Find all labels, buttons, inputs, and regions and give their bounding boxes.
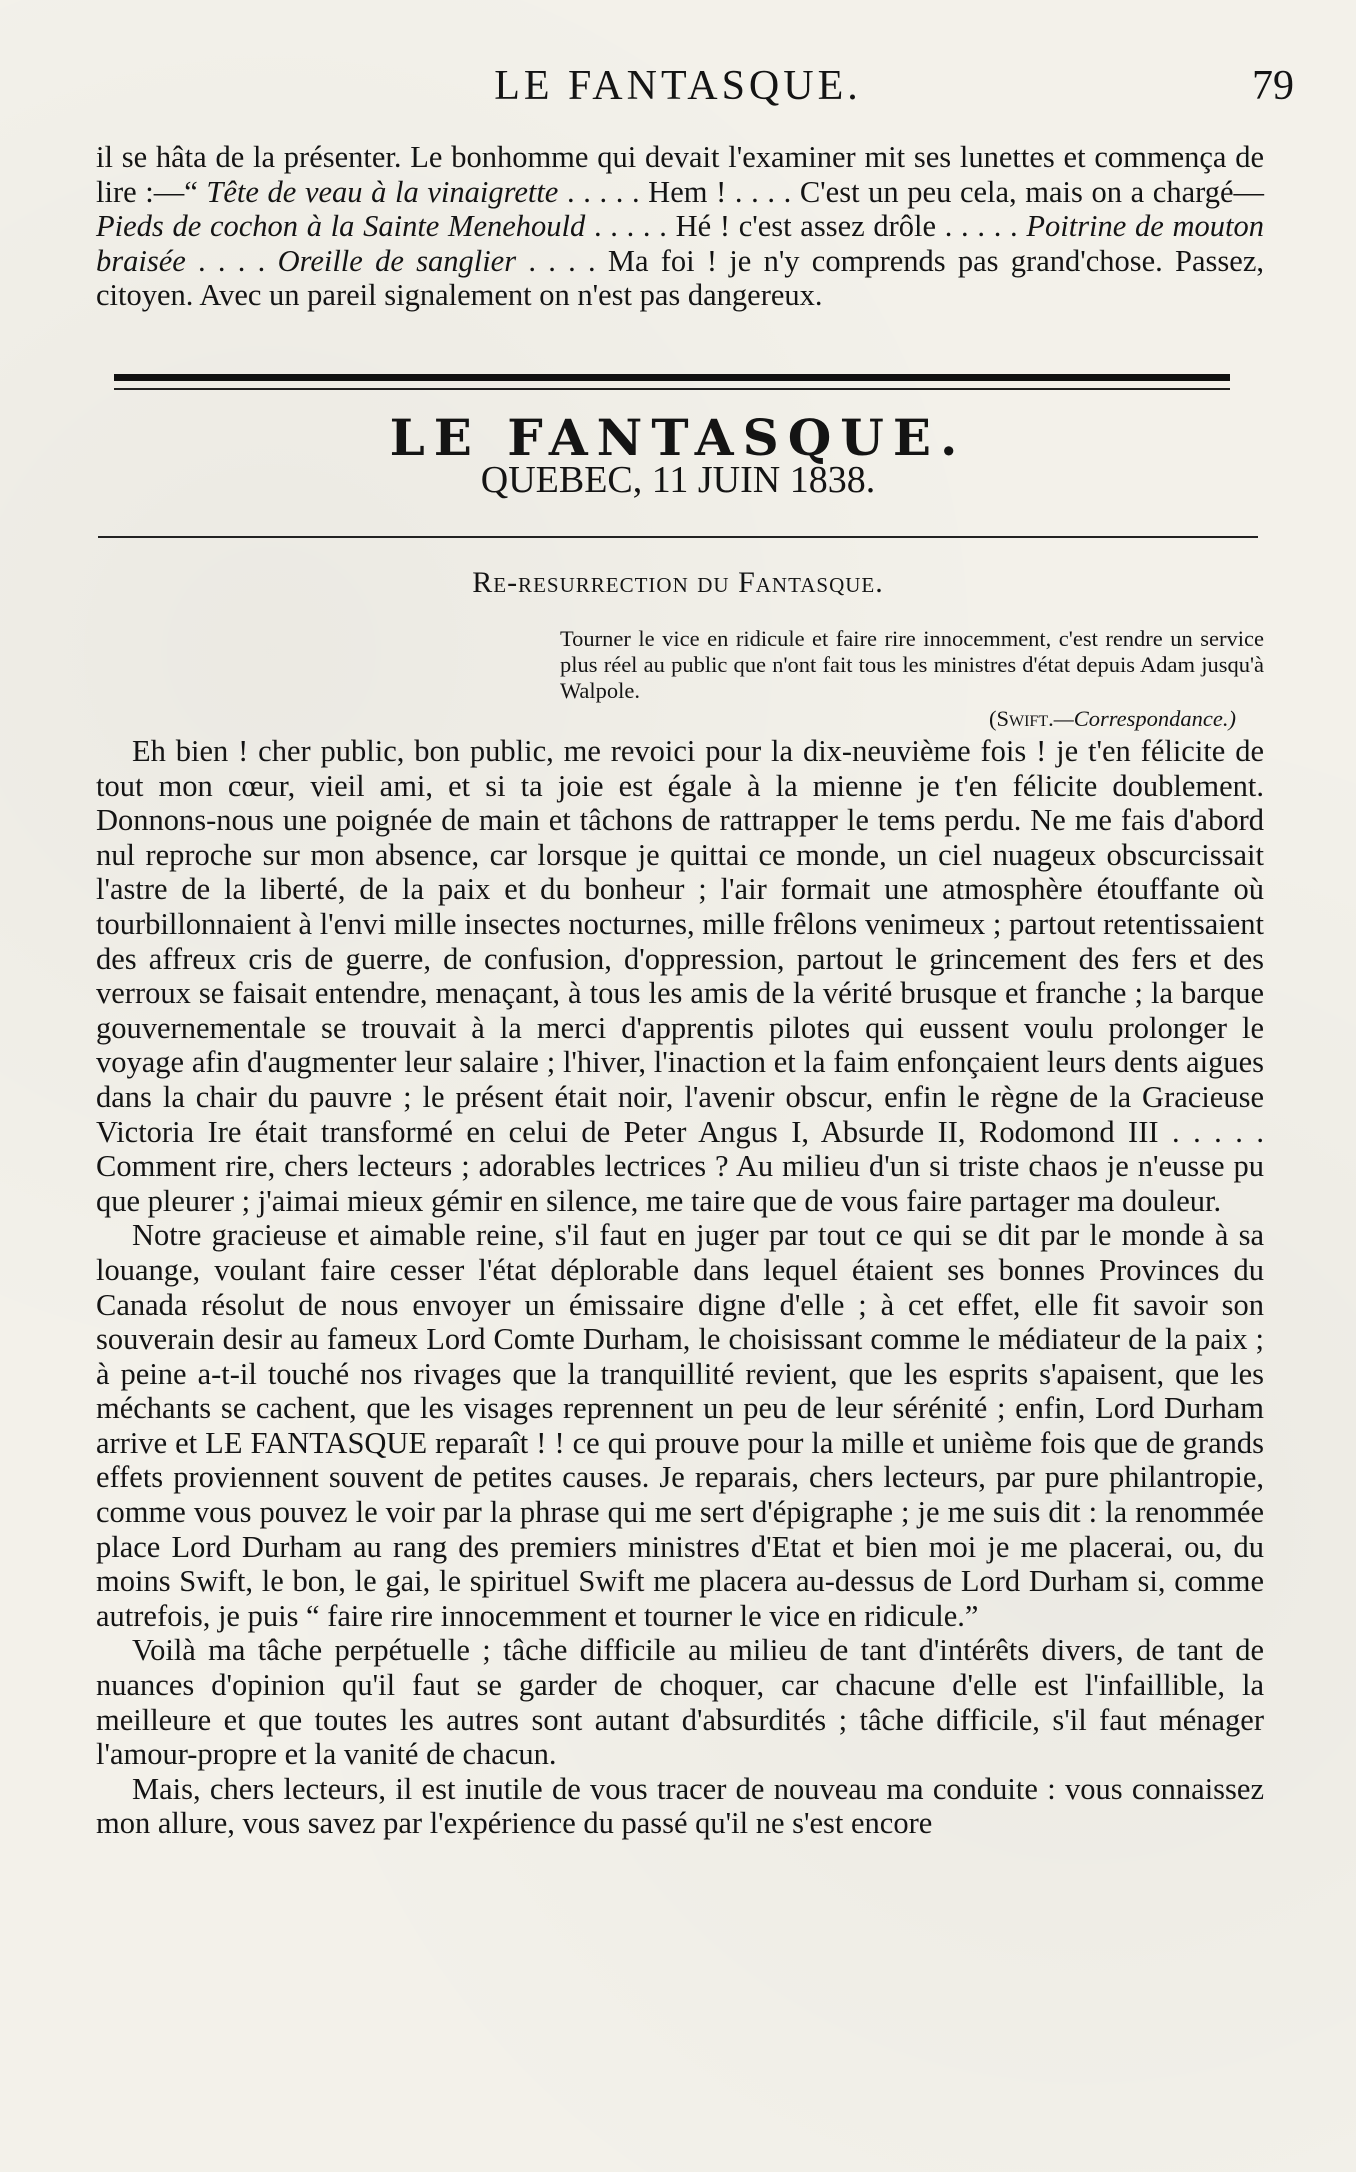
epigraph-author: (Swift.: [988, 706, 1054, 731]
section-rule-thin: [114, 388, 1230, 390]
continuation-italic-1: Tête de veau à la vinaigrette: [206, 174, 559, 209]
running-head-title: LE FANTASQUE.: [494, 63, 862, 109]
body-paragraph: Voilà ma tâche perpétuelle ; tâche difficile au milieu de tant d'intérêts divers, de tant de nuances d'opinion qu'il faut se garder de choquer, car chacune d'elle est l'infaillible, la meilleure et que toutes les autres sont autant d'absurdités ; tâche difficile, s'il faut ménager l'amour-propre et la vanité de chacun.: [96, 1633, 1264, 1772]
continuation-italic-2: Pieds de cochon à la Sainte Menehould: [96, 209, 586, 244]
continuation-italic-3: Poitrine de mouton braisée: [96, 209, 1265, 278]
section-rule-thick: [114, 374, 1230, 381]
article-title: Re-resurrection du Fantasque.: [472, 566, 884, 599]
continuation-text-1: il se hâta de la présenter. Le bonhomme qui devait l'examiner mit ses lunettes et commença de lire :—“: [96, 140, 1264, 209]
body-paragraph: Mais, chers lecteurs, il est inutile de vous tracer de nouveau ma conduite : vous connaissez mon allure, vous savez par l'expérience du passé qu'il ne s'est encore: [96, 1771, 1264, 1841]
masthead-title: LE FANTASQUE.: [389, 408, 967, 467]
epigraph-source: [989, 706, 1236, 732]
masthead-rule: [98, 536, 1258, 538]
continuation-paragraph: [96, 140, 1264, 350]
body-paragraph: Eh bien ! cher public, bon public, me revoici pour la dix-neuvième fois ! je t'en félicite de tout mon cœur, vieil ami, et si ta joie est égale à la mienne je t'en félicite doublement. Donnons-nous une poignée de main et tâchons de rattrapper le tems perdu. Ne me fais d'abord nul reproche sur mon absence, car lorsque je quittai ce monde, un ciel nuageux obscurcissait l'astre de la liberté, de la paix et du bonheur ; l'air formait une atmosphère étouffante où tourbillonnaient à l'envi mille insectes nocturnes, mille frêlons venimeux ; partout retentissaient des affreux cris de guerre, de confusion, d'oppression, partout le grincement des fers et des verroux se faisait entendre, menaçant, à tous les amis de la vérité brusque et franche ; la barque gouvernementale se trouvait à la merci d'apprentis pilotes qui eussent voulu prolonger le voyage afin d'augmenter leur salaire ; l'hiver, l'inaction et la faim enfonçaient leurs dents aigues dans la chair du pauvre ; le présent était noir, l'avenir obscur, enfin le règne de la Gracieuse Victoria Ire était transformé en celui de Peter Angus I, Absurde II, Rodomond III . . . . . Comment rire, chers lecteurs ; adorables lectrices ? Au milieu d'un si triste chaos je n'eusse pu que pleurer ; j'aimai mieux gémir en silence, me taire que de vous faire partager ma douleur.: [96, 734, 1264, 1218]
article-body: [96, 734, 1264, 2114]
body-paragraph: Notre gracieuse et aimable reine, s'il faut en juger par tout ce qui se dit par le monde à sa louange, voulant faire cesser l'état déplorable dans lequel étaient ses bonnes Provinces du Canada résolut de nous envoyer un émissaire digne d'elle ; à cet effet, elle fit savoir son souverain desir au fameux Lord Comte Durham, le choisissant comme le médiateur de la paix ; à peine a-t-il touché nos rivages que la tranquillité revient, que les esprits s'apaisent, que les méchants se cachent, que les visages reprennent un peu de leur sérénité ; enfin, Lord Durham arrive et LE FANTASQUE reparaît ! ! ce qui prouve pour la mille et unième fois que de grands effets proviennent souvent de petites causes. Je reparais, chers lecteurs, par pure philantropie, comme vous pouvez le voir par la phrase qui me sert d'épigraphe ; je me suis dit : la renommée place Lord Durham au rang des premiers ministres d'Etat et bien moi je me placerai, ou, du moins Swift, le bon, le gai, le spirituel Swift me placera au-dessus de Lord Durham si, comme autrefois, je puis “ faire rire innocemment et tourner le vice en ridicule.”: [96, 1218, 1264, 1633]
continuation-text-4: . . . .: [185, 243, 278, 278]
continuation-text-2: . . . . . Hem ! . . . . C'est un peu cela, mais on a chargé—: [558, 174, 1265, 209]
epigraph-work: —Correspondance.): [1053, 706, 1236, 731]
running-head: [0, 62, 1356, 112]
continuation-text-5: . . . . Ma foi ! je n'y comprends pas grand'chose. Passez, citoyen. Avec un pareil signalement on n'est pas dangereux.: [96, 243, 1264, 313]
page-number: 79: [1252, 63, 1294, 109]
epigraph: Tourner le vice en ridicule et faire rire innocemment, c'est rendre un service plus réel au public que n'ont fait tous les ministres d'état depuis Adam jusqu'à Walpole.: [560, 626, 1264, 703]
continuation-italic-4: Oreille de sanglier: [277, 243, 517, 278]
dateline: QUEBEC, 11 JUIN 1838.: [480, 459, 876, 501]
continuation-text-3: . . . . . Hé ! c'est assez drôle . . . . .: [585, 209, 1027, 244]
